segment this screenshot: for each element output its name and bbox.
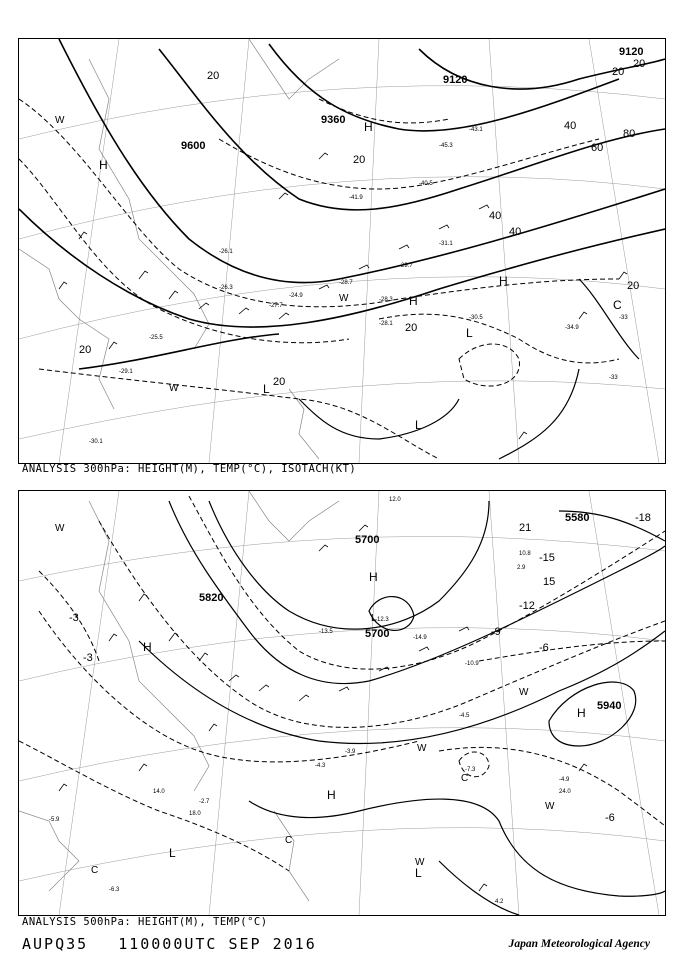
map-grid <box>19 491 665 915</box>
caption-500hpa: ANALYSIS 500hPa: HEIGHT(M), TEMP(°C) <box>22 916 268 928</box>
temp-value: -29.7 <box>399 263 413 269</box>
isotherm-label: 21 <box>519 522 532 534</box>
height-contours <box>19 39 665 369</box>
temp-value: -41.9 <box>349 195 363 201</box>
temp-value: -14.9 <box>413 635 427 641</box>
isotherm-label: -12 <box>519 600 535 612</box>
temp-value: -28.1 <box>379 321 393 327</box>
height-label: 9600 <box>181 140 206 152</box>
isotherm-label: -6 <box>605 812 615 824</box>
map-300hpa <box>19 39 665 463</box>
chart-300hpa <box>18 38 666 464</box>
map-grid <box>19 39 665 463</box>
isotach-label: 20 <box>612 66 625 78</box>
isotach-label: 20 <box>405 322 418 334</box>
isotherm-label: -18 <box>635 512 651 524</box>
temp-value: 4.2 <box>495 899 504 905</box>
temp-value: -31.1 <box>439 241 453 247</box>
height-labels <box>181 46 646 152</box>
isotherm-label: -6 <box>539 642 549 654</box>
isotherm-label: -3 <box>83 652 93 664</box>
temp-value: -4.3 <box>315 763 326 769</box>
temp-value: 2.9 <box>517 565 526 571</box>
cold-center: C <box>91 865 99 876</box>
height-contours <box>139 501 665 915</box>
caption-300hpa: ANALYSIS 300hPa: HEIGHT(M), TEMP(°C), ISOTACH(KT) <box>22 463 357 475</box>
temp-value: -3.9 <box>345 749 356 755</box>
height-label: 5580 <box>565 512 590 524</box>
isotach-label: 20 <box>207 70 220 82</box>
height-label: 9120 <box>619 46 644 58</box>
temp-value: 18.0 <box>189 811 201 817</box>
temp-value: 24.0 <box>559 789 571 795</box>
temp-value: 14.0 <box>153 789 165 795</box>
temperature-values <box>89 127 628 445</box>
temp-value: -40.5 <box>419 181 433 187</box>
high-center: H <box>409 294 418 308</box>
temp-value: -25.5 <box>149 335 163 341</box>
temp-value: -4.9 <box>559 777 570 783</box>
temp-value: -10.9 <box>465 661 479 667</box>
warm-center: W <box>55 523 65 534</box>
temp-value: -4.5 <box>459 713 470 719</box>
high-center: H <box>327 788 336 802</box>
chart-500hpa <box>18 490 666 916</box>
cold-center: C <box>285 835 293 846</box>
isotach-label: 20 <box>633 58 646 70</box>
temp-value: -7.3 <box>465 767 476 773</box>
map-500hpa <box>19 491 665 915</box>
isotherm-label: -9 <box>491 626 501 638</box>
warm-center: W <box>545 801 555 812</box>
low-center: L <box>169 846 176 860</box>
warm-center: W <box>415 857 425 868</box>
height-labels <box>199 512 621 712</box>
isotach-label: 40 <box>489 210 502 222</box>
isotach-label: 80 <box>623 128 636 140</box>
agency-name: Japan Meteorological Agency <box>508 938 650 950</box>
temp-value: -33 <box>619 315 628 321</box>
temp-value: -5.9 <box>49 817 60 823</box>
low-center: L <box>263 382 270 396</box>
temp-value: -26.3 <box>219 285 233 291</box>
isotherm-label: 15 <box>543 576 556 588</box>
isotach-label: 20 <box>273 376 286 388</box>
product-code: AUPQ35 <box>22 935 89 953</box>
product-header <box>22 935 317 953</box>
low-center: L <box>371 613 377 624</box>
low-center: L <box>466 326 473 340</box>
isotach-labels <box>79 58 645 388</box>
height-label: 5820 <box>199 592 224 604</box>
pressure-centers <box>55 523 586 880</box>
isotach-label: 20 <box>353 154 366 166</box>
station-plots <box>59 525 587 891</box>
temp-value: -24.9 <box>289 293 303 299</box>
high-center: H <box>143 640 152 654</box>
isotach-label: 40 <box>564 120 577 132</box>
temp-value: -6.3 <box>109 887 120 893</box>
isotherm-label: -15 <box>539 552 555 564</box>
high-center: H <box>369 570 378 584</box>
warm-center: W <box>339 293 349 304</box>
temp-value: -27.7 <box>269 303 283 309</box>
low-center: L <box>415 866 422 880</box>
cold-center: C <box>613 298 622 312</box>
high-center: H <box>499 274 508 288</box>
high-center: H <box>99 158 108 172</box>
high-center: H <box>577 706 586 720</box>
temp-value: -43.1 <box>469 127 483 133</box>
temp-value: -28.7 <box>339 280 353 286</box>
isotach-label: 40 <box>509 226 522 238</box>
isotach-label: 20 <box>79 344 92 356</box>
warm-center: W <box>519 687 529 698</box>
temp-value: -30.5 <box>469 315 483 321</box>
height-label: 9120 <box>443 74 468 86</box>
temp-value: -13.5 <box>319 629 333 635</box>
temp-value: 10.8 <box>519 551 531 557</box>
temp-value: 12.0 <box>389 497 401 503</box>
temp-value: -29.1 <box>119 369 133 375</box>
valid-time: 110000UTC SEP 2016 <box>118 935 317 953</box>
height-label: 9360 <box>321 114 346 126</box>
warm-center: W <box>55 115 65 126</box>
isotherm-label: -3 <box>69 612 79 624</box>
temp-value: -26.1 <box>219 249 233 255</box>
temp-value: -12.3 <box>375 617 389 623</box>
warm-center: W <box>169 383 179 394</box>
temp-value: -34.9 <box>565 325 579 331</box>
high-center: H <box>364 120 373 134</box>
isotach-label: 20 <box>627 280 640 292</box>
isotach-label: 60 <box>591 142 604 154</box>
low-center: L <box>415 418 422 432</box>
temp-value: -2.7 <box>199 799 210 805</box>
height-label: 5940 <box>597 700 622 712</box>
isotach-contours <box>19 99 619 459</box>
height-label: 5700 <box>365 628 390 640</box>
temp-value: -28.3 <box>379 297 393 303</box>
height-label: 5700 <box>355 534 380 546</box>
coastlines <box>19 39 339 459</box>
temp-value: -30.1 <box>89 439 103 445</box>
temperature-values <box>49 497 571 905</box>
cold-center: C <box>461 773 469 784</box>
temp-value: -33 <box>609 375 618 381</box>
temp-value: -45.3 <box>439 143 453 149</box>
warm-center: W <box>417 743 427 754</box>
